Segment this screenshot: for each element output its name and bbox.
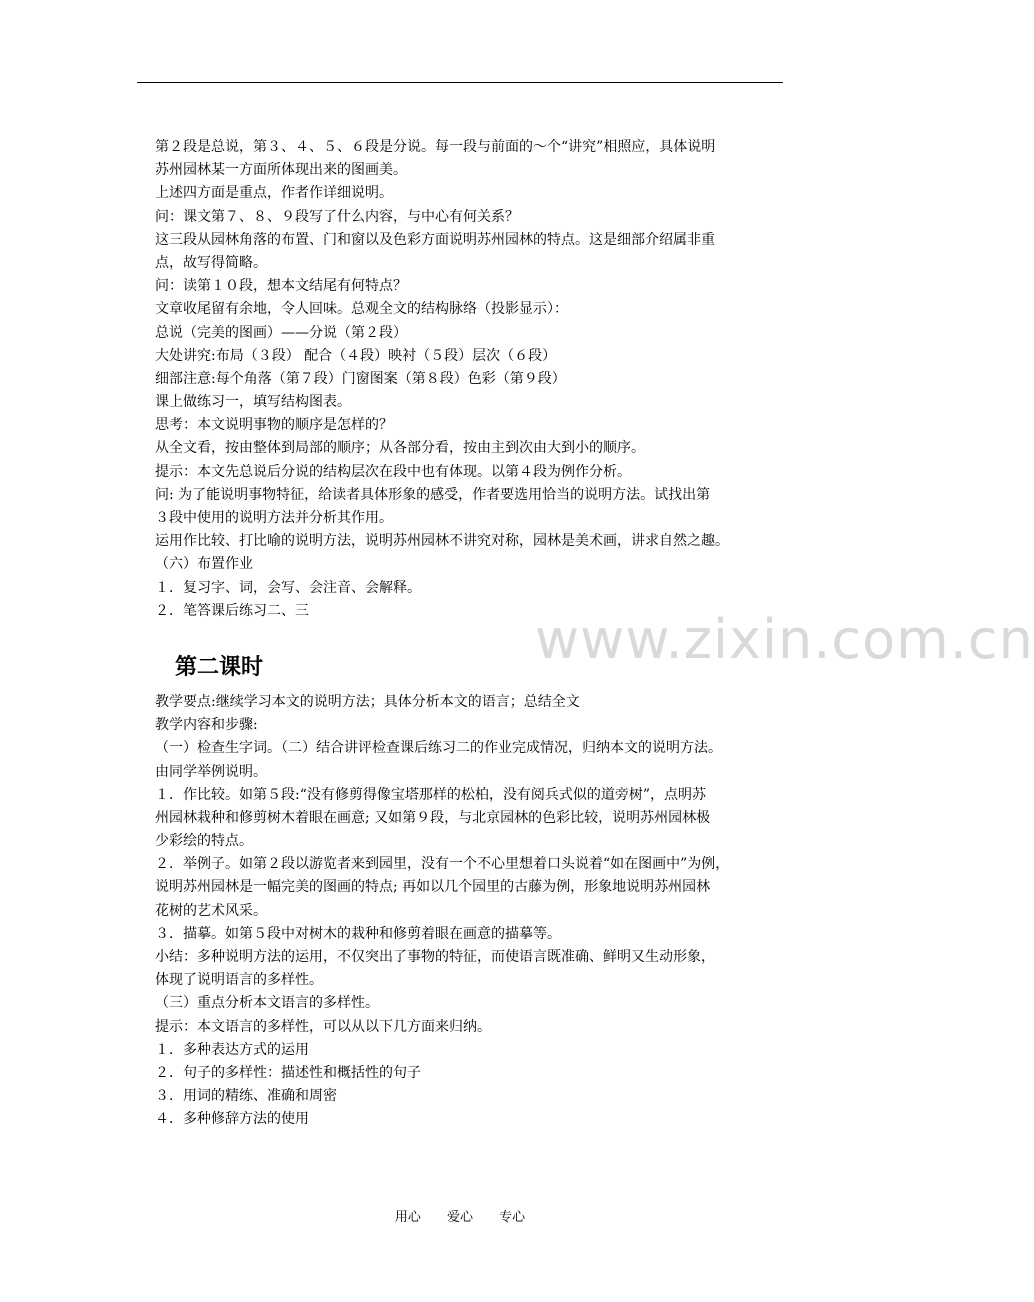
text-line: 教学要点:继续学习本文的说明方法；具体分析本文的语言；总结全文 bbox=[155, 693, 580, 710]
text-line: ２．句子的多样性：描述性和概括性的句子 bbox=[155, 1064, 421, 1081]
text-line: 问: 为了能说明事物特征，给读者具体形象的感受，作者要选用恰当的说明方法。试找出第 bbox=[155, 486, 711, 503]
section-heading: 第二课时 bbox=[175, 654, 264, 680]
page-footer: 用心 爱心 专心 bbox=[394, 1210, 526, 1225]
section-lesson-one bbox=[155, 136, 775, 623]
text-line: 说明苏州园林是一幅完美的图画的特点; 再如以几个园里的古藤为例，形象地说明苏州园林 bbox=[155, 879, 711, 896]
text-line: （三）重点分析本文语言的多样性。 bbox=[155, 995, 379, 1012]
text-line: 州园林栽种和修剪树木着眼在画意; 又如第９段，与北京园林的色彩比较，说明苏州园林极 bbox=[155, 809, 711, 826]
text-line: 点，故写得简略。 bbox=[155, 254, 267, 271]
text-line: 问：读第１０段，想本文结尾有何特点？ bbox=[155, 278, 407, 295]
text-line: ３段中使用的说明方法并分析其作用。 bbox=[155, 510, 393, 526]
text-line: １．复习字、词，会写、会注音、会解释。 bbox=[155, 579, 421, 596]
text-line: 课上做练习一，填写结构图表。 bbox=[155, 394, 351, 411]
watermark: www.zixin.com.cn bbox=[535, 608, 1034, 671]
text-line: 提示：本文先总说后分说的结构层次在段中也有体现。以第４段为例作分析。 bbox=[155, 463, 631, 480]
text-line: 体现了说明语言的多样性。 bbox=[155, 972, 323, 989]
text-line: 小结：多种说明方法的运用，不仅突出了事物的特征，而使语言既准确、鲜明又生动形象， bbox=[155, 949, 715, 965]
text-line: 问：课文第７、８、９段写了什么内容，与中心有何关系？ bbox=[155, 208, 519, 225]
text-line: １．作比较。如第５段:“没有修剪得像宝塔那样的松柏，没有阅兵式似的道旁树”，点明苏 bbox=[155, 786, 707, 803]
text-line: 这三段从园林角落的布置、门和窗以及色彩方面说明苏州园林的特点。这是细部介绍属非重 bbox=[155, 231, 715, 248]
text-line: 第２段是总说，第３、４、５、６段是分说。每一段与前面的～个“讲究”相照应，具体说明 bbox=[155, 139, 716, 155]
text-line: 总说（完美的图画）——分说（第２段） bbox=[155, 324, 407, 341]
text-line: ２．笔答课后练习二、三 bbox=[155, 602, 309, 619]
text-line: ４．多种修辞方法的使用 bbox=[155, 1111, 309, 1128]
text-line: 从全文看，按由整体到局部的顺序；从各部分看，按由主到次由大到小的顺序。 bbox=[155, 440, 645, 457]
text-line: ３．用词的精练、准确和周密 bbox=[155, 1088, 337, 1105]
text-line: （一）检查生字词。（二）结合讲评检查课后练习二的作业完成情况，归纳本文的说明方法。 bbox=[155, 740, 722, 757]
text-line: ３．描摹。如第５段中对树木的栽种和修剪着眼在画意的描摹等。 bbox=[155, 925, 561, 942]
text-line: 少彩绘的特点。 bbox=[155, 833, 253, 850]
text-line: 由同学举例说明。 bbox=[155, 763, 267, 780]
text-line: １．多种表达方式的运用 bbox=[155, 1041, 309, 1058]
document-body bbox=[155, 136, 775, 1132]
text-line: 文章收尾留有余地，令人回味。总观全文的结构脉络（投影显示）： bbox=[155, 301, 568, 318]
text-line: 细部注意:每个角落（第７段）门窗图案（第８段）色彩（第９段） bbox=[155, 370, 566, 387]
header-rule bbox=[137, 82, 783, 83]
text-line: （六）布置作业 bbox=[155, 556, 253, 573]
text-line: 苏州园林某一方面所体现出来的图画美。 bbox=[155, 162, 407, 179]
text-line: 运用作比较、打比喻的说明方法，说明苏州园林不讲究对称，园林是美术画，讲求自然之趣。 bbox=[155, 533, 729, 550]
text-line: 大处讲究:布局（３段） 配合（４段）映衬（５段）层次（６段） bbox=[155, 347, 557, 364]
text-line: 提示：本文语言的多样性，可以从以下几方面来归纳。 bbox=[155, 1018, 491, 1035]
section-lesson-two bbox=[155, 691, 775, 1132]
text-line: 上述四方面是重点，作者作详细说明。 bbox=[155, 185, 393, 202]
text-line: 花树的艺术风采。 bbox=[155, 902, 267, 919]
text-line: 教学内容和步骤: bbox=[155, 717, 258, 734]
text-line: 思考：本文说明事物的顺序是怎样的？ bbox=[155, 417, 393, 434]
text-line: ２．举例子。如第２段以游览者来到园里，没有一个不心里想着口头说着“如在图画中”为例， bbox=[155, 856, 730, 873]
